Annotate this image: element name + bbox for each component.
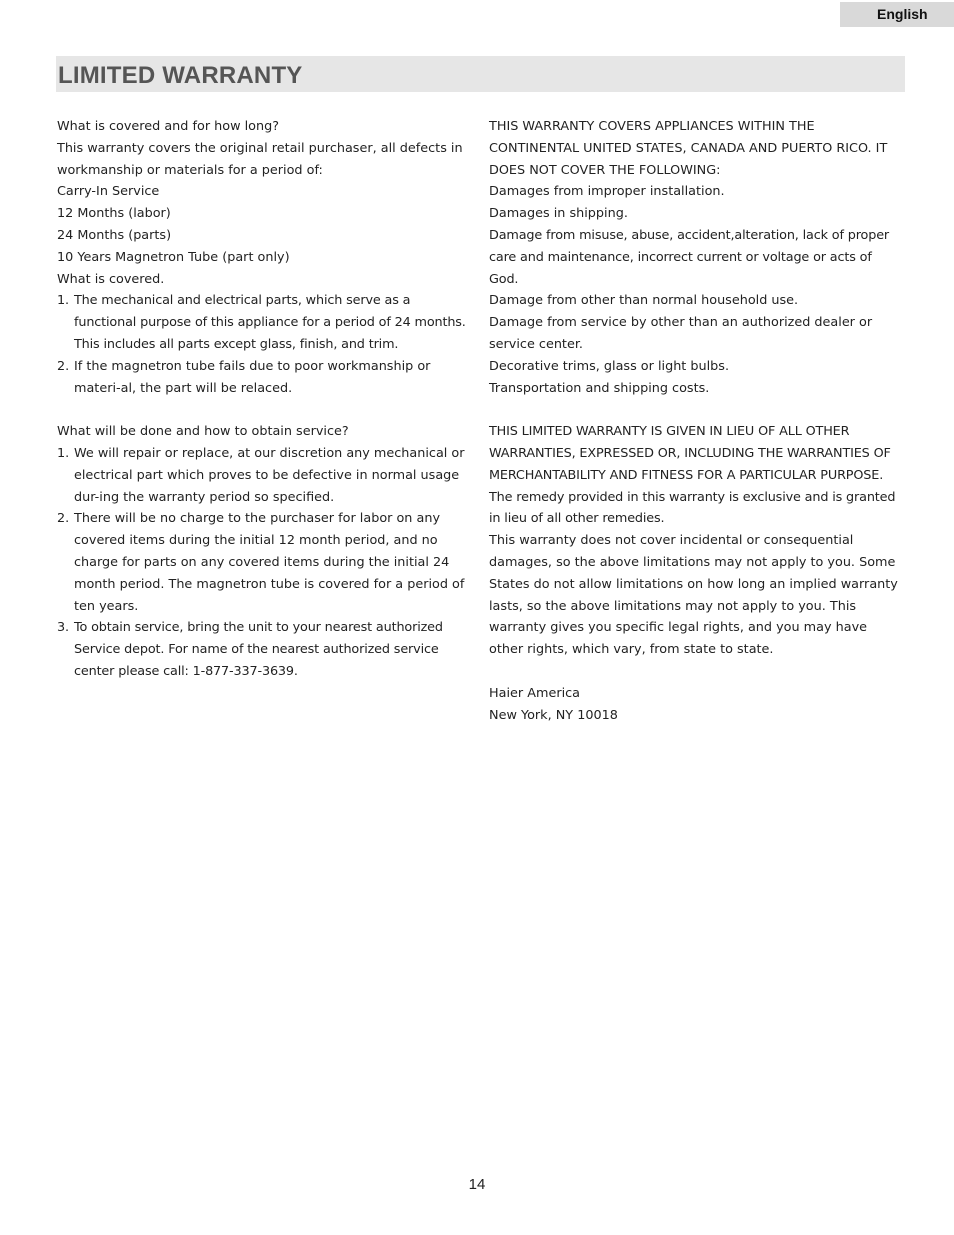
spacer: [57, 399, 473, 421]
exclusion-item: Damage from service by other than an authorized dealer or service center.: [489, 315, 873, 352]
right-column: [489, 116, 903, 726]
left-column: [57, 116, 473, 683]
coverage-question: What is covered and for how long?: [57, 119, 280, 134]
item-number: 2.: [57, 511, 70, 527]
item-text: If the magnetron tube fails due to poor workmanship or materi-al, the part will be relaced.: [74, 358, 431, 396]
exclusion-item: Damages in shipping.: [489, 206, 628, 222]
incidental-statement: This warranty does not cover incidental or consequential damages, so the above limitations may not apply to you. Some States do not allow limitations on how long an implied warranty lasts, so the above limitations may not apply to you. This warranty gives you specific legal rights, and you may have other rights, which vary, from state to state.: [489, 533, 898, 658]
exclusion-item: Transportation and shipping costs.: [489, 380, 710, 396]
item-text: The mechanical and electrical parts, which serve as a functional purpose of this appliance for a period of 24 months. This includes all parts except glass, finish, and trim.: [74, 293, 466, 352]
item-number: 3.: [57, 620, 69, 636]
item-number: 2.: [57, 358, 70, 374]
coverage-line: 24 Months (parts): [57, 227, 172, 243]
spacer: [489, 661, 903, 683]
company-address: New York, NY 10018: [489, 707, 618, 723]
item-text: To obtain service, bring the unit to your nearest authorized Service depot. For name of the nearest authorized service center please call: 1-877-337-3639.: [74, 620, 443, 679]
lieu-statement: THIS LIMITED WARRANTY IS GIVEN IN LIEU OF ALL OTHER WARRANTIES, EXPRESSED OR, INCLUDING THE WARRANTIES OF MERCHANTABILITY AND FITNESS FOR A PARTICULAR PURPOSE.: [489, 424, 891, 483]
spacer: [489, 399, 903, 421]
covered-item: [57, 290, 473, 355]
service-item: [57, 617, 473, 682]
item-text: We will repair or replace, at our discretion any mechanical or electrical part which proves to be defective in normal usage dur-ing the warranty period so specified.: [74, 445, 465, 505]
coverage-line: What is covered.: [57, 271, 165, 287]
title-bar: [56, 56, 905, 92]
coverage-line: 12 Months (labor): [57, 206, 171, 222]
covered-item: [57, 356, 473, 400]
item-text: There will be no charge to the purchaser for labor on any covered items during the initial 12 month period, and no charge for parts on any covered items during the initial 24 month period. The magnetron tube is covered for a period of ten years.: [74, 511, 465, 614]
exclusion-item: Decorative trims, glass or light bulbs.: [489, 358, 730, 374]
coverage-line: Carry-In Service: [57, 184, 160, 200]
language-tab: English: [840, 2, 954, 27]
page-title: LIMITED WARRANTY: [58, 62, 303, 89]
warranty-scope: THIS WARRANTY COVERS APPLIANCES WITHIN THE CONTINENTAL UNITED STATES, CANADA AND PUERTO RICO. IT DOES NOT COVER THE FOLLOWING:: [489, 119, 888, 178]
coverage-intro: This warranty covers the original retail purchaser, all defects in workmanship or materials for a period of:: [57, 140, 463, 178]
service-item: [57, 508, 473, 617]
page-number: 14: [468, 1176, 486, 1193]
coverage-line: 10 Years Magnetron Tube (part only): [57, 249, 290, 265]
remedy-statement: The remedy provided in this warranty is exclusive and is granted in lieu of all other remedies.: [489, 489, 896, 527]
exclusion-item: Damage from other than normal household use.: [489, 293, 799, 309]
service-question: What will be done and how to obtain service?: [57, 424, 349, 440]
service-item: [57, 443, 473, 508]
exclusion-item: Damages from improper installation.: [489, 184, 725, 200]
item-number: 1.: [57, 445, 70, 461]
exclusion-item: Damage from misuse, abuse, accident,alteration, lack of proper care and maintenance, incorrect current or voltage or acts of God.: [489, 227, 890, 287]
item-number: 1.: [57, 293, 69, 309]
company-name: Haier America: [489, 685, 581, 701]
